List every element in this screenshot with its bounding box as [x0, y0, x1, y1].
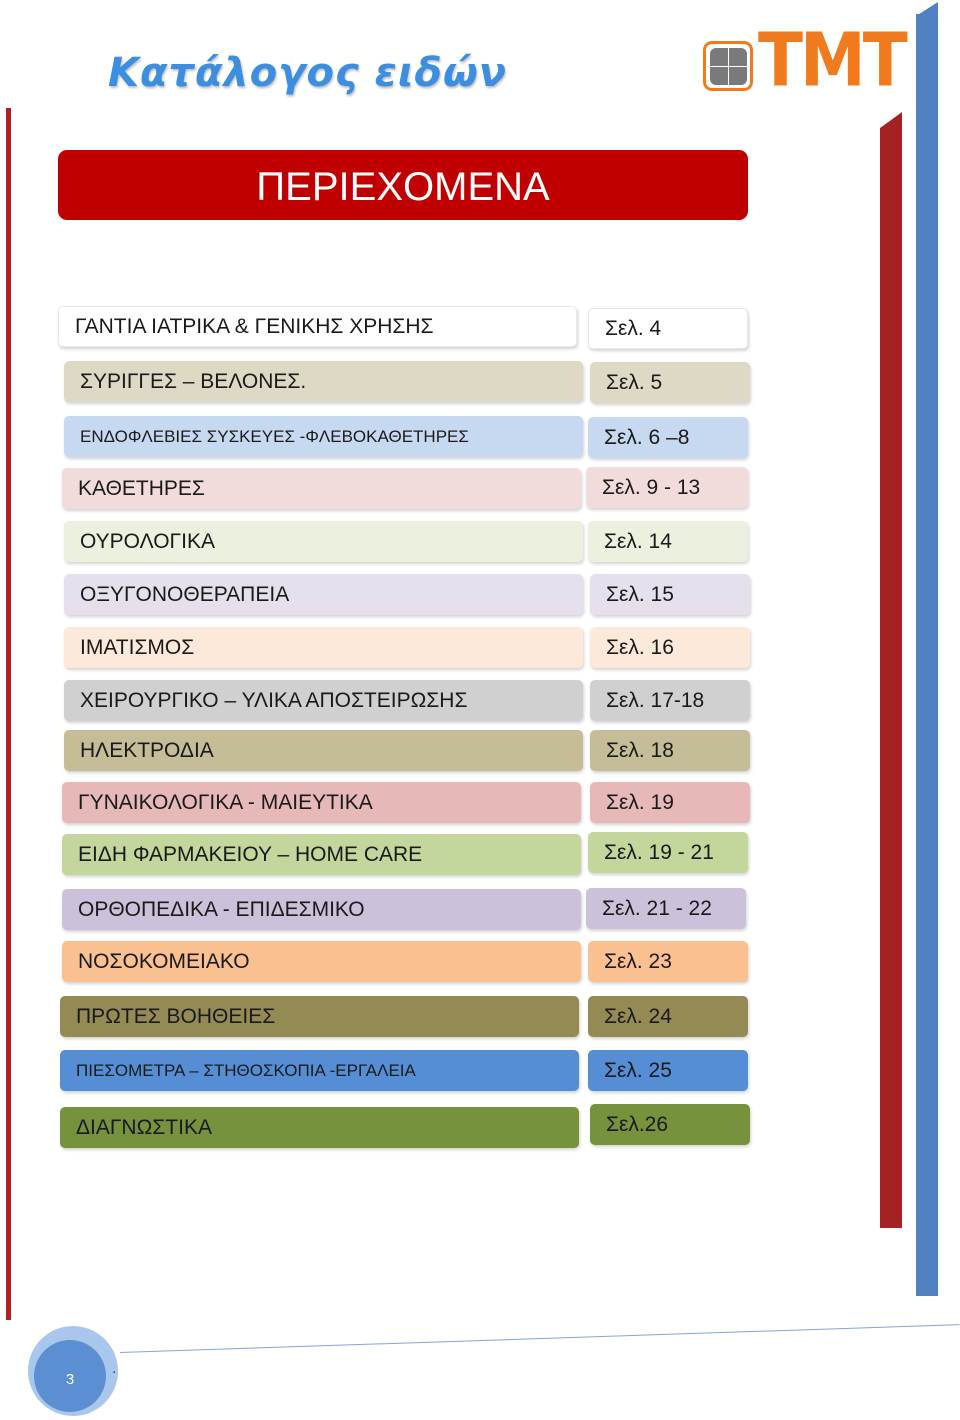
toc-item-page[interactable]: Σελ. 17-18	[590, 680, 750, 721]
toc-item-page[interactable]: Σελ. 19 - 21	[588, 832, 748, 873]
toc-item-page[interactable]: Σελ. 19	[590, 782, 750, 823]
toc-item-label[interactable]: ΚΑΘΕΤΗΡΕΣ	[62, 468, 581, 509]
toc-item-page[interactable]: Σελ. 5	[590, 362, 750, 403]
toc-heading: ΠΕΡΙΕΧΟΜΕΝΑ	[58, 150, 748, 220]
page-number: 3	[34, 1340, 106, 1412]
logo-mark-icon	[703, 41, 753, 91]
toc-item-label[interactable]: ΟΞΥΓΟΝΟΘΕΡΑΠΕΙΑ	[64, 574, 583, 615]
toc-item-label[interactable]: ΕΙΔΗ ΦΑΡΜΑΚΕΙΟΥ – HOME CARE	[62, 834, 581, 875]
toc-item-label[interactable]: ΟΥΡΟΛΟΓΙΚΑ	[64, 521, 583, 562]
toc-item-page[interactable]: Σελ. 18	[590, 730, 750, 771]
toc-item-label[interactable]: ΔΙΑΓΝΩΣΤΙΚΑ	[60, 1107, 579, 1148]
left-edge-stripe	[6, 108, 11, 1320]
toc-item-page[interactable]: Σελ. 21 - 22	[586, 888, 746, 929]
toc-item-label[interactable]: ΝΟΣΟΚΟΜΕΙΑΚΟ	[62, 941, 581, 982]
toc-item-page[interactable]: Σελ. 14	[588, 521, 748, 562]
toc-item-label[interactable]: ΙΜΑΤΙΣΜΟΣ	[64, 627, 583, 668]
logo-text: TMT	[758, 17, 905, 104]
toc-item-label[interactable]: ΟΡΘΟΠΕΔΙΚΑ - ΕΠΙΔΕΣΜΙΚΟ	[62, 889, 581, 930]
toc-item-page[interactable]: Σελ.26	[590, 1104, 750, 1145]
toc-item-label[interactable]: ΠΙΕΣΟΜΕΤΡΑ – ΣΤΗΘΟΣΚΟΠΙΑ -ΕΡΓΑΛΕΙΑ	[60, 1050, 579, 1091]
toc-item-label[interactable]: ΓΥΝΑΙΚΟΛΟΓΙΚΑ - ΜΑΙΕΥΤΙΚΑ	[62, 782, 581, 823]
toc-item-page[interactable]: Σελ. 9 - 13	[586, 467, 748, 508]
red-edge-tip	[880, 112, 902, 128]
toc-item-label[interactable]: ΕΝΔΟΦΛΕΒΙΕΣ ΣΥΣΚΕΥΕΣ -ΦΛΕΒΟΚΑΘΕΤΗΡΕΣ	[64, 416, 583, 457]
toc-item-page[interactable]: Σελ. 23	[588, 941, 748, 982]
toc-item-page[interactable]: Σελ. 4	[588, 308, 748, 349]
toc-item-page[interactable]: Σελ. 16	[590, 627, 750, 668]
toc-item-label[interactable]: ΓΑΝΤΙΑ ΙΑΤΡΙΚΑ & ΓΕΝΙΚΗΣ ΧΡΗΣΗΣ	[58, 306, 577, 347]
toc-item-label[interactable]: ΗΛΕΚΤΡΟΔΙΑ	[64, 730, 583, 771]
toc-item-label[interactable]: ΧΕΙΡΟΥΡΓΙΚΟ – ΥΛΙΚΑ ΑΠΟΣΤΕΙΡΩΣΗΣ	[64, 680, 583, 721]
catalog-title: Κατάλογος ειδών	[108, 50, 507, 96]
toc-item-page[interactable]: Σελ. 24	[588, 996, 748, 1037]
toc-item-page[interactable]: Σελ. 25	[588, 1050, 748, 1091]
toc-item-page[interactable]: Σελ. 6 –8	[588, 417, 748, 458]
right-blue-stripe	[916, 14, 938, 1296]
toc-item-page[interactable]: Σελ. 15	[590, 574, 750, 615]
toc-item-label[interactable]: ΠΡΩΤΕΣ ΒΟΗΘΕΙΕΣ	[60, 996, 579, 1037]
tmt-logo	[703, 17, 905, 104]
right-red-stripe	[880, 128, 902, 1228]
footer-trailing-text: .	[112, 1360, 117, 1377]
footer-rule	[120, 1324, 960, 1353]
toc-item-label[interactable]: ΣΥΡΙΓΓΕΣ – ΒΕΛΟΝΕΣ.	[64, 361, 583, 402]
